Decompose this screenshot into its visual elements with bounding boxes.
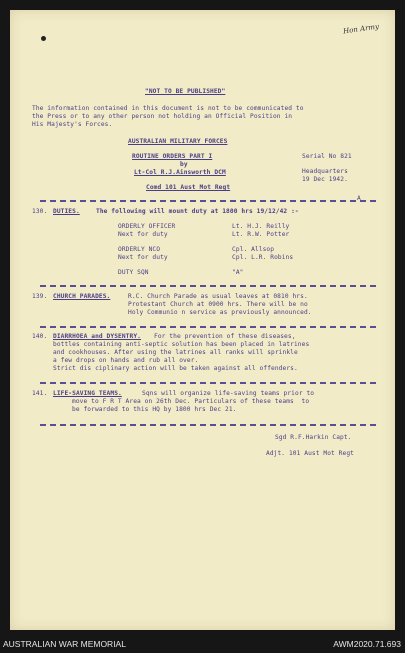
section-title: DIARRHOEA and DYSENTRY. (53, 333, 141, 340)
commander-name: Lt-Col R.J.Ainsworth DCM (134, 169, 226, 176)
duty-name: Cpl. L.R. Robins (232, 254, 294, 261)
force-heading: AUSTRALIAN MILITARY FORCES (128, 138, 228, 145)
section-number: 130. (32, 208, 48, 215)
section-text: R.C. Church Parade as usual leaves at 0810 hrs. (128, 293, 308, 300)
section-text: a few drops on hands and rub all over. (53, 357, 199, 364)
section-text: For the prevention of these diseases, (154, 333, 296, 340)
section-text: move to F R T Area on 26th Dec. Particulars of these teams to (72, 398, 310, 405)
warning-line-3: His Majesty's Forces. (32, 121, 113, 128)
section-text: Strict dis ciplinary action will be taken against all offenders. (53, 365, 298, 372)
unit-name: Comd 101 Aust Mot Regt (146, 184, 231, 191)
duty-role: Next for duty (118, 254, 168, 261)
duty-role: ORDERLY OFFICER (118, 223, 176, 230)
section-text: The following will mount duty at 1800 hrs 19/12/42 :- (96, 208, 299, 215)
section-text: Sqns will organize life-saving teams prior to (142, 390, 315, 397)
divider (40, 200, 376, 202)
section-text: be forwarded to this HQ by 1800 hrs Dec 21. (72, 406, 237, 413)
footer-source: AUSTRALIAN WAR MEMORIAL (3, 639, 126, 649)
duty-name: Lt. H.J. Reilly (232, 223, 290, 230)
divider (40, 424, 376, 426)
footer-catalogue-id: AWM2020.71.693 (333, 639, 401, 649)
duty-role: DUTY SQN (118, 269, 149, 276)
divider (40, 382, 376, 384)
handwritten-note: Hon Army (342, 22, 380, 36)
footer-bar (0, 636, 405, 653)
by-text: by (180, 161, 188, 168)
section-text: Holy Communio n service as previously announced. (128, 309, 312, 316)
duty-name: "A" (232, 269, 244, 276)
not-published-heading: "NOT TO BE PUBLISHED" (145, 88, 226, 95)
orders-title: ROUTINE ORDERS PART I (132, 153, 213, 160)
signature-line: Sgd R.F.Harkin Capt. (275, 434, 352, 441)
warning-line-2: the Press or to any other person not holding an Official Position in (32, 113, 293, 120)
hq-label: Headquarters (302, 168, 348, 175)
section-title: DUTIES. (53, 208, 80, 215)
document-date: 19 Dec 1942. (302, 176, 348, 183)
section-text: bottles containing anti-septic solution has been placed in latrines (53, 341, 310, 348)
document-page (10, 10, 395, 630)
section-text: and cookhouses. After using the latrines all ranks will sprinkle (53, 349, 298, 356)
serial-number: Serial No 821 (302, 153, 352, 160)
divider (40, 326, 376, 328)
section-title: LIFE-SAVING TEAMS. (53, 390, 122, 397)
section-text: Protestant Church at 0900 hrs. There will be no (128, 301, 308, 308)
duty-name: Lt. R.W. Potter (232, 231, 290, 238)
section-number: 141. (32, 390, 48, 397)
section-title: CHURCH PARADES. (53, 293, 111, 300)
section-number: 139. (32, 293, 48, 300)
duty-name: Cpl. Allsop (232, 246, 275, 253)
adjutant-line: Adjt. 101 Aust Mot Regt (266, 450, 354, 457)
divider (40, 285, 376, 287)
section-number: 140. (32, 333, 48, 340)
duty-role: Next for duty (118, 231, 168, 238)
a-mark: A (357, 195, 361, 202)
duty-role: ORDERLY NCO (118, 246, 161, 253)
punch-hole (41, 36, 46, 41)
warning-line-1: The information contained in this document is not to be communicated to (32, 105, 304, 112)
